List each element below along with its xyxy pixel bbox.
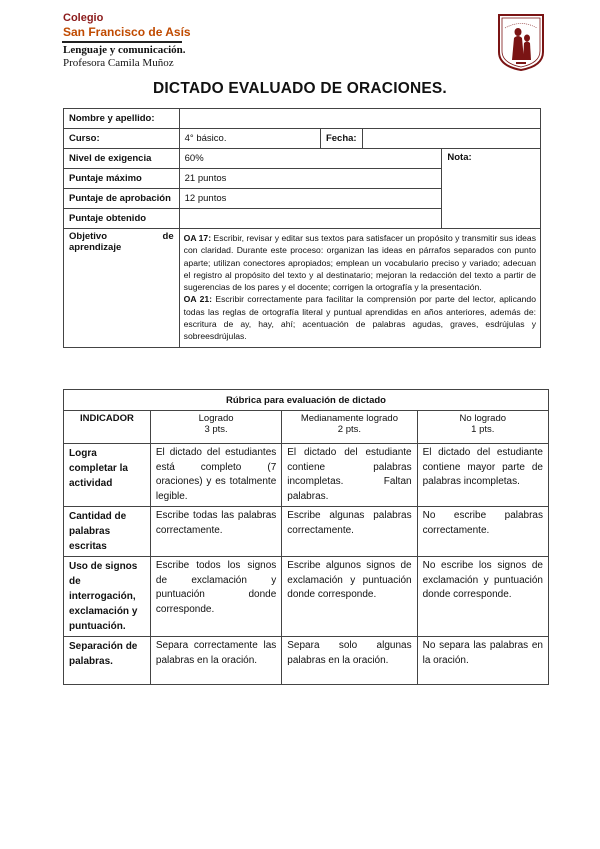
oa21-code: OA 21: bbox=[183, 294, 212, 305]
indicator-cell: Uso de signos de interrogación, exclamación y puntuación. bbox=[64, 557, 151, 637]
header-logrado: Logrado 3 pts. bbox=[150, 411, 281, 444]
document-title: DICTADO EVALUADO DE ORACIONES. bbox=[153, 80, 447, 97]
subject-name: Lenguaje y comunicación. bbox=[63, 44, 186, 56]
name-field[interactable] bbox=[179, 109, 540, 129]
student-info-table bbox=[63, 108, 541, 348]
no-logrado-cell: No escribe palabras correctamente. bbox=[417, 507, 548, 557]
objective-text bbox=[179, 229, 540, 348]
pass-score-label: Puntaje de aprobación bbox=[64, 189, 180, 209]
objective-label-word1: Objetivo bbox=[69, 231, 108, 242]
medio-cell: Separa solo algunas palabras en la oración. bbox=[282, 637, 417, 685]
objective-label bbox=[64, 229, 180, 348]
max-score-label: Puntaje máximo bbox=[64, 169, 180, 189]
course-value: 4° básico. bbox=[179, 129, 320, 149]
exigencia-label: Nivel de exigencia bbox=[64, 149, 180, 169]
medio-cell: Escribe algunos signos de exclamación y puntuación donde corresponde. bbox=[282, 557, 417, 637]
logrado-cell: El dictado del estudiantes está completo (7 oraciones) y es totalmente legible. bbox=[150, 444, 281, 507]
oa21-text: Escribir correctamente para facilitar la comprensión por parte del lector, aplicando todas las reglas de ortografía literal y puntual aprendidas en años anteriores, además de: escritura de ay, hay, ahí; acentuación de palabras agudas, graves, esdrújulas y sobreesdrújulas. bbox=[183, 294, 536, 342]
header-medianamente-logrado: Medianamente logrado 2 pts. bbox=[282, 411, 417, 444]
obtained-score-label: Puntaje obtenido bbox=[64, 209, 180, 229]
objective-label-word3: aprendizaje bbox=[69, 242, 122, 253]
rubric-title: Rúbrica para evaluación de dictado bbox=[64, 390, 549, 411]
logrado-cell: Escribe todos los signos de exclamación y puntuación donde corresponde. bbox=[150, 557, 281, 637]
medio-cell: El dictado del estudiante contiene palabras incompletas. Faltan palabras. bbox=[282, 444, 417, 507]
school-name-line2: San Francisco de Asís bbox=[63, 25, 191, 39]
objective-label-word2: de bbox=[162, 231, 174, 242]
grade-box[interactable] bbox=[442, 149, 541, 229]
medio-cell: Escribe algunas palabras correctamente. bbox=[282, 507, 417, 557]
header-divider bbox=[62, 41, 182, 43]
rubric-table bbox=[63, 389, 549, 685]
indicator-cell: Logra completar la actividad bbox=[64, 444, 151, 507]
oa17-code: OA 17: bbox=[183, 233, 212, 243]
course-label: Curso: bbox=[64, 129, 180, 149]
oa21-paragraph bbox=[184, 293, 536, 342]
no-logrado-cell: No separa las palabras en la oración. bbox=[417, 637, 548, 685]
pass-score-value: 12 puntos bbox=[179, 189, 442, 209]
date-label: Fecha: bbox=[320, 129, 362, 149]
obtained-score-field[interactable] bbox=[179, 209, 442, 229]
max-score-value: 21 puntos bbox=[179, 169, 442, 189]
name-label: Nombre y apellido: bbox=[64, 109, 180, 129]
date-field[interactable] bbox=[362, 129, 540, 149]
header-indicador: INDICADOR bbox=[64, 411, 151, 444]
teacher-name: Profesora Camila Muñoz bbox=[63, 57, 174, 69]
no-logrado-cell: El dictado del estudiante contiene mayor parte de palabras incompletas. bbox=[417, 444, 548, 507]
indicator-cell: Cantidad de palabras escritas bbox=[64, 507, 151, 557]
exigencia-value: 60% bbox=[179, 149, 442, 169]
no-logrado-cell: No escribe los signos de exclamación y puntuación donde corresponde. bbox=[417, 557, 548, 637]
school-crest-icon bbox=[496, 12, 546, 72]
logrado-cell: Escribe todas las palabras correctamente. bbox=[150, 507, 281, 557]
oa17-text: Escribir, revisar y editar sus textos para satisfacer un propósito y transmitir sus ideas con claridad. Durante este proceso: organizan las ideas en párrafos separados con punto aparte; utilizan conectores apropiados; emplean un vocabulario preciso y variado; adecuan el registro al propósito del texto y al destinatario; mejoran la redacción del texto a partir de sugerencias de los pares y el docente; corrigen la ortografía y la presentación. bbox=[183, 233, 536, 293]
table-row bbox=[64, 637, 549, 685]
indicator-cell: Separación de palabras. bbox=[64, 637, 151, 685]
table-row bbox=[64, 557, 549, 637]
grade-label: Nota: bbox=[447, 152, 472, 163]
logrado-cell: Separa correctamente las palabras en la oración. bbox=[150, 637, 281, 685]
school-name-line1: Colegio bbox=[63, 12, 104, 24]
table-row bbox=[64, 507, 549, 557]
oa17-paragraph bbox=[184, 232, 536, 293]
header-no-logrado: No logrado 1 pts. bbox=[417, 411, 548, 444]
table-row bbox=[64, 444, 549, 507]
